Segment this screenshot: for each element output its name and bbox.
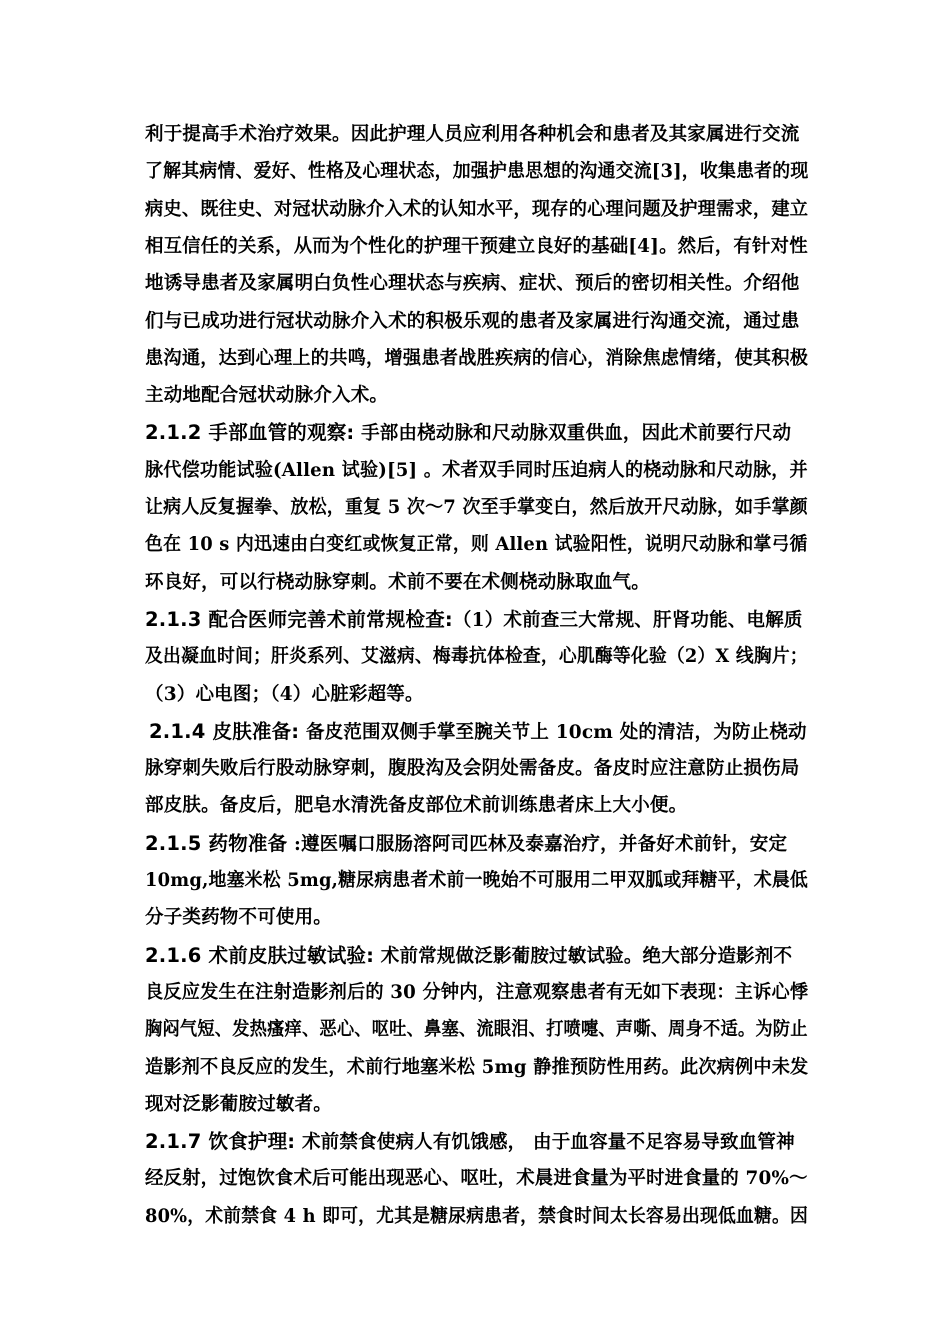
line-text: 部皮肤。备皮后，肥皂水清洗备皮部位术前训练患者床上大小便。 bbox=[145, 795, 688, 817]
paragraph-line bbox=[145, 347, 808, 371]
paragraph-line bbox=[145, 571, 650, 595]
section-heading: 2.1.5 药物准备 bbox=[145, 831, 288, 855]
section-heading: 2.1.3 配合医师完善术前常规检查: bbox=[145, 607, 453, 631]
paragraph-line bbox=[145, 683, 424, 707]
paragraph-line bbox=[145, 533, 808, 557]
section-heading-line bbox=[149, 720, 807, 745]
line-text: 让病人反复握拳、放松，重复 5 次～7 次至手掌变白，然后放开尺动脉，如手掌颜 bbox=[145, 497, 808, 518]
line-text: 造影剂不良反应的发生，术前行地塞米松 5mg 静推预防性用药。此次病例中未发 bbox=[145, 1056, 809, 1078]
line-text: 病史、既往史、对冠状动脉介入术的认知水平，现存的心理问题及护理需求，建立 bbox=[145, 198, 809, 220]
paragraph-line bbox=[145, 794, 687, 818]
paragraph-line bbox=[145, 757, 800, 781]
paragraph-line bbox=[145, 1056, 808, 1080]
line-text: 患沟通，达到心理上的共鸣，增强患者战胜疾病的信心，消除焦虑情绪，使其积极 bbox=[145, 347, 809, 369]
line-text: （1）术前查三大常规、肝肾功能、电解质 bbox=[452, 609, 803, 631]
paragraph-line bbox=[145, 1205, 808, 1229]
section-heading-line bbox=[145, 944, 792, 969]
paragraph-line bbox=[145, 869, 808, 893]
line-text: 现对泛影葡胺过敏者。 bbox=[145, 1093, 333, 1115]
line-text: 色在 10 s 内迅速由白变红或恢复正常，则 Allen 试验阳性，说明尺动脉和掌弓循 bbox=[145, 534, 808, 556]
line-text: 相互信任的关系，从而为个性化的护理干预建立良好的基础[4]。然后，有针对性 bbox=[145, 235, 808, 257]
paragraph-line bbox=[145, 645, 808, 669]
paragraph-line bbox=[145, 1167, 808, 1191]
paragraph-line bbox=[145, 981, 808, 1005]
line-text: 脉穿刺失败后行股动脉穿刺，腹股沟及会阴处需备皮。备皮时应注意防止损伤局 bbox=[145, 758, 800, 780]
line-text: 及出凝血时间；肝炎系列、艾滋病、梅毒抗体检查，心肌酶等化验（2）X 线胸片； bbox=[145, 646, 808, 668]
section-heading: 2.1.2 手部血管的观察: bbox=[145, 421, 355, 445]
line-text: 了解其病情、爱好、性格及心理状态，加强护患思想的沟通交流[3]，收集患者的现 bbox=[145, 161, 809, 183]
paragraph-line bbox=[145, 272, 800, 296]
paragraph-line bbox=[145, 198, 808, 222]
paragraph-line bbox=[145, 235, 808, 259]
line-text: 主动地配合冠状动脉介入术。 bbox=[145, 385, 389, 407]
line-text: 分子类药物不可使用。 bbox=[145, 907, 333, 929]
section-heading-line bbox=[145, 421, 791, 446]
paragraph-line bbox=[145, 160, 808, 184]
line-text: 备皮范围双侧手掌至腕关节上 10cm 处的清洁，为防止桡动 bbox=[299, 721, 807, 743]
section-heading: 2.1.4 皮肤准备: bbox=[149, 719, 300, 743]
paragraph-line bbox=[145, 384, 388, 408]
line-text: 术前常规做泛影葡胺过敏试验。绝大部分造影剂不 bbox=[374, 945, 793, 967]
paragraph-line bbox=[145, 496, 808, 520]
line-text: :遵医嘱口服肠溶阿司匹林及泰嘉治疗，并备好术前针，安定 bbox=[287, 833, 788, 855]
paragraph-line bbox=[145, 459, 808, 483]
line-text: 胸闷气短、发热瘙痒、恶心、呕吐、鼻塞、流眼泪、打喷嚏、声嘶、周身不适。为防止 bbox=[145, 1019, 808, 1041]
line-text: 10mg,地塞米松 5mg,糖尿病患者术前一晚始不可服用二甲双胍或拜糖平，术晨低 bbox=[145, 870, 808, 891]
paragraph-line bbox=[145, 1018, 808, 1042]
line-text: 环良好，可以行桡动脉穿刺。术前不要在术侧桡动脉取血气。 bbox=[145, 571, 650, 593]
paragraph-line bbox=[145, 906, 332, 930]
section-heading-line bbox=[145, 1130, 795, 1155]
section-heading: 2.1.6 术前皮肤过敏试验: bbox=[145, 943, 375, 967]
line-text: 脉代偿功能试验(Allen 试验)[5] 。术者双手同时压迫病人的桡动脉和尺动脉，并 bbox=[145, 459, 808, 481]
line-text: 良反应发生在注射造影剂后的 30 分钟内，注意观察患者有无如下表现：主诉心悸 bbox=[145, 981, 809, 1003]
section-heading-line bbox=[145, 608, 803, 633]
line-text: 们与已成功进行冠状动脉介入术的积极乐观的患者及家属进行沟通交流，通过患 bbox=[145, 310, 800, 332]
paragraph-line bbox=[145, 1093, 332, 1117]
line-text: （3）心电图；（4）心脏彩超等。 bbox=[145, 683, 424, 705]
line-text: 80%，术前禁食 4 h 即可，尤其是糖尿病患者，禁食时间太长容易出现低血糖。因 bbox=[145, 1205, 809, 1227]
section-heading-line bbox=[145, 832, 787, 857]
line-text: 手部由桡动脉和尺动脉双重供血，因此术前要行尺动 bbox=[354, 423, 792, 445]
paragraph-line bbox=[145, 310, 800, 334]
line-text: 地诱导患者及家属明白负性心理状态与疾病、症状、预后的密切相关性。介绍他 bbox=[145, 273, 800, 295]
paragraph-line bbox=[145, 123, 800, 147]
line-text: 经反射，过饱饮食术后可能出现恶心、呕吐，术晨进食量为平时进食量的 70%～ bbox=[145, 1168, 808, 1190]
section-heading: 2.1.7 饮食护理: bbox=[145, 1130, 296, 1154]
line-text: 利于提高手术治疗效果。因此护理人员应利用各种机会和患者及其家属进行交流 bbox=[145, 124, 800, 145]
line-text: 术前禁食使病人有饥饿感， 由于血容量不足容易导致血管神 bbox=[295, 1132, 795, 1154]
